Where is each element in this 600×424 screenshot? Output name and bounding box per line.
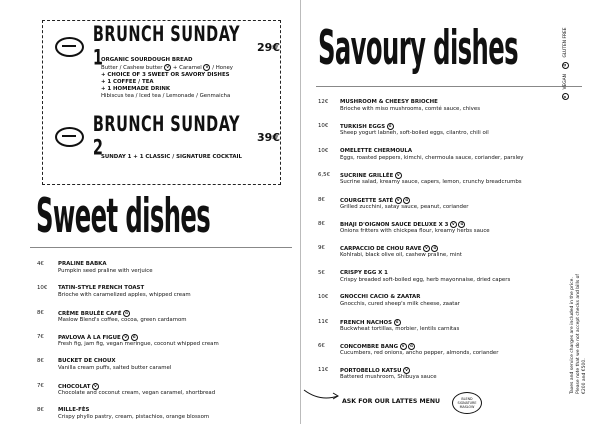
tax-note: Taxes and service charges are included in the price. Please note that we do not accept checks and bills of €200 and €500.: [570, 274, 587, 394]
item-name-text: BUCKET DE CHOUX: [58, 358, 116, 365]
item-name-text: TATIN-STYLE FRENCH TOAST: [58, 285, 145, 292]
item-name-text: CARPACCIO DE CHOU RAVE: [340, 246, 422, 253]
item-description: Brioche with miso mushrooms, comté sauce, chives: [340, 106, 480, 112]
item-description: Vanilla cream puffs, salted butter caramel: [58, 365, 172, 372]
item-description: Kohlrabi, black olive oil, cashew praline, mint: [340, 252, 462, 259]
item-name-text: CONCOMBRE BANG: [340, 344, 398, 350]
item-price: 8€: [37, 309, 44, 316]
item-description: Grilled zucchini, satay sauce, peanut, coriander: [340, 203, 469, 210]
item-description: Chocolate and coconut cream, vegan caramel, shortbread: [58, 389, 216, 396]
vegan-icon: V: [423, 245, 430, 252]
savoury-title: Savoury dishes: [318, 22, 518, 77]
item-price: 8€: [37, 358, 44, 365]
item-name: [340, 99, 438, 106]
item-price: 10€: [318, 294, 329, 301]
menu-item: [318, 172, 578, 188]
brunch-logo-icon: [55, 37, 84, 57]
savoury-rule: [316, 86, 582, 87]
item-price: 6,5€: [318, 172, 331, 179]
item-name: [340, 294, 420, 301]
brunch-1-list: [101, 57, 279, 99]
menu-item: [318, 197, 578, 213]
item-price: 12€: [318, 99, 329, 105]
line-bold: + CHOICE OF 3 SWEET OR SAVORY DISHES: [101, 71, 230, 78]
item-description: Sheep yogurt labneh, soft-boiled eggs, cilantro, chili oil: [340, 130, 489, 137]
item-name-text: PAVLOVA À LA FIGUE: [58, 334, 121, 341]
maslow-signature-stamp: [452, 392, 482, 414]
item-price: 4€: [37, 261, 44, 267]
vegan-icon: V: [92, 383, 99, 390]
brunch-logo-icon: [55, 127, 84, 147]
vegan-icon: V: [164, 64, 171, 71]
diet-legend: [558, 22, 572, 102]
brunch-1-price: 29€: [257, 40, 280, 54]
menu-item: [37, 407, 297, 423]
vegan-icon: V: [450, 221, 457, 228]
menu-item: [318, 294, 578, 310]
item-name-text: PRALINE BABKA: [58, 261, 107, 267]
brunch-1-title: BRUNCH SUNDAY 1: [92, 23, 241, 71]
item-name-text: FRENCH NACHOS: [340, 319, 392, 326]
item-price: 8€: [318, 196, 325, 203]
gluten-free-icon: G: [431, 245, 438, 252]
item-name-text: MILLE-FÈS: [58, 406, 90, 413]
stamp-line: MASLOW: [459, 405, 475, 409]
menu-item: [318, 367, 578, 383]
item-description: Battered mushroom, Shibuya sauce: [340, 374, 437, 381]
menu-item: [318, 148, 578, 164]
menu-item: [318, 343, 578, 359]
vegan-icon: V: [400, 343, 407, 350]
item-name: [58, 407, 89, 414]
curved-arrow-icon: [302, 386, 342, 402]
vegan-icon: V: [122, 334, 129, 341]
item-name-text: CHOCOLAT: [58, 383, 91, 390]
line-text: Hibiscus tea / Iced tea / Lemonade / Genmaicha: [101, 92, 231, 99]
item-price: 10€: [318, 147, 329, 154]
gluten-free-icon: G: [123, 310, 130, 317]
item-description: Onions fritters with chickpea flour, kreamy herbs sauce: [340, 228, 490, 234]
stamp-line: SIGNATURE: [457, 401, 477, 405]
gluten-free-icon: G: [458, 221, 465, 228]
menu-item: [37, 383, 297, 399]
line-text: Butter / Cashew butter V + Caramel V / Honey: [101, 64, 234, 71]
item-price: 8€: [318, 221, 325, 227]
gluten-free-icon: G: [131, 334, 138, 341]
item-name: [58, 261, 107, 268]
legend-gluten-free: GLUTEN FREE: [562, 27, 568, 58]
item-name-text: TURKISH EGGS: [340, 124, 386, 131]
item-name-text: MUSHROOM & CHEESY BRIOCHE: [340, 99, 438, 105]
menu-item: [37, 285, 297, 301]
item-name: [58, 285, 144, 292]
brunch-2-price: 39€: [257, 130, 280, 144]
menu-item: [318, 270, 578, 286]
item-price: 6€: [318, 343, 325, 349]
item-price: 9€: [318, 245, 325, 252]
menu-item: [37, 334, 297, 350]
page-divider: [300, 0, 301, 424]
item-price: 8€: [37, 406, 44, 413]
item-name-text: PORTOBELLO KATSU: [340, 368, 402, 375]
brunch-1-line: [101, 57, 279, 72]
stamp-line: BLEND: [461, 397, 473, 401]
gluten-free-icon: G: [403, 197, 410, 204]
item-name: [340, 148, 412, 155]
item-name-text: CRISPY EGG X 1: [340, 269, 388, 276]
item-description: Pumpkin seed praline with verjuice: [58, 268, 153, 274]
line-bold: ORGANIC SOURDOUGH BREAD: [101, 57, 193, 63]
sweet-title: Sweet dishes: [36, 190, 211, 245]
item-name-text: BHAJI D'OIGNON SAUCE DELUXE X 3: [340, 222, 449, 228]
item-price: 11€: [318, 367, 329, 374]
item-price: 11€: [318, 318, 329, 325]
item-name-text: OMELETTE CHERMOULA: [340, 147, 413, 154]
brunch-2-title: BRUNCH SUNDAY 2: [92, 113, 241, 161]
item-description: Crispy breaded soft-boiled egg, herb mayonnaise, dried capers: [340, 276, 511, 283]
brunch-box: [42, 20, 281, 185]
item-name-text: COURGETTE SATÉ: [340, 197, 394, 204]
menu-item: [37, 261, 297, 277]
item-price: 7€: [37, 382, 44, 389]
item-description: Gnocchis, cured sheep's milk cheese, zaatar: [340, 301, 460, 308]
item-description: Fresh fig, jam fig, vegan meringue, coconut whipped cream: [58, 340, 219, 347]
legend-vegan: VEGAN: [562, 74, 568, 90]
menu-item: [318, 319, 578, 335]
menu-item: [318, 221, 578, 237]
item-name: [340, 270, 388, 277]
line-bold: + 1 HOMEMADE DRINK: [101, 85, 171, 92]
gluten-free-icon: G: [394, 319, 401, 326]
item-price: 5€: [318, 269, 325, 276]
menu-item: [318, 99, 578, 115]
item-price: 10€: [318, 123, 329, 130]
gluten-free-icon: G: [562, 62, 569, 69]
brunch-2-line: SUNDAY 1 + 1 CLASSIC / SIGNATURE COCKTAIL: [101, 154, 242, 160]
item-description: Maslow Blend's coffee, cocoa, green cardamom: [58, 316, 187, 323]
item-name-text: CRÈME BRULÉE CAFÉ: [58, 310, 122, 317]
sweet-rule: [30, 247, 292, 248]
vegan-icon: V: [562, 94, 569, 101]
item-name: [58, 358, 115, 365]
item-description: Eggs, roasted peppers, kimchi, chermoula sauce, coriander, parsley: [340, 154, 524, 161]
menu-item: [318, 123, 578, 139]
vegan-icon: V: [203, 64, 210, 71]
item-name-text: SUCRINE GRILLÉE: [340, 173, 394, 180]
lattes-menu-link[interactable]: ASK FOR OUR LATTES MENU: [342, 398, 441, 405]
item-description: Buckwheat tortillas, morbier, lentils carnitas: [340, 325, 460, 332]
vegan-icon: V: [395, 172, 402, 179]
gluten-free-icon: G: [387, 123, 394, 130]
item-description: Cucumbers, red onions, ancho pepper, almonds, coriander: [340, 350, 499, 356]
item-name-text: GNOCCHI CACIO & ZAATAR: [340, 294, 421, 301]
item-description: Brioche with caramelized apples, whipped cream: [58, 292, 191, 299]
menu-item: [37, 358, 297, 374]
item-price: 7€: [37, 333, 44, 340]
item-description: Sucrine salad, kreamy sauce, capers, lemon, crunchy breadcrumbs: [340, 179, 522, 186]
menu-item: [37, 310, 297, 326]
item-description: Crispy phyllo pastry, cream, pistachios, orange blossom: [58, 413, 210, 420]
menu-item: [318, 245, 578, 261]
item-price: 10€: [37, 285, 48, 292]
line-bold: + 1 COFFEE / TEA: [101, 78, 154, 85]
gluten-free-icon: G: [408, 343, 415, 350]
vegan-icon: V: [395, 197, 402, 204]
vegan-icon: V: [403, 367, 410, 374]
